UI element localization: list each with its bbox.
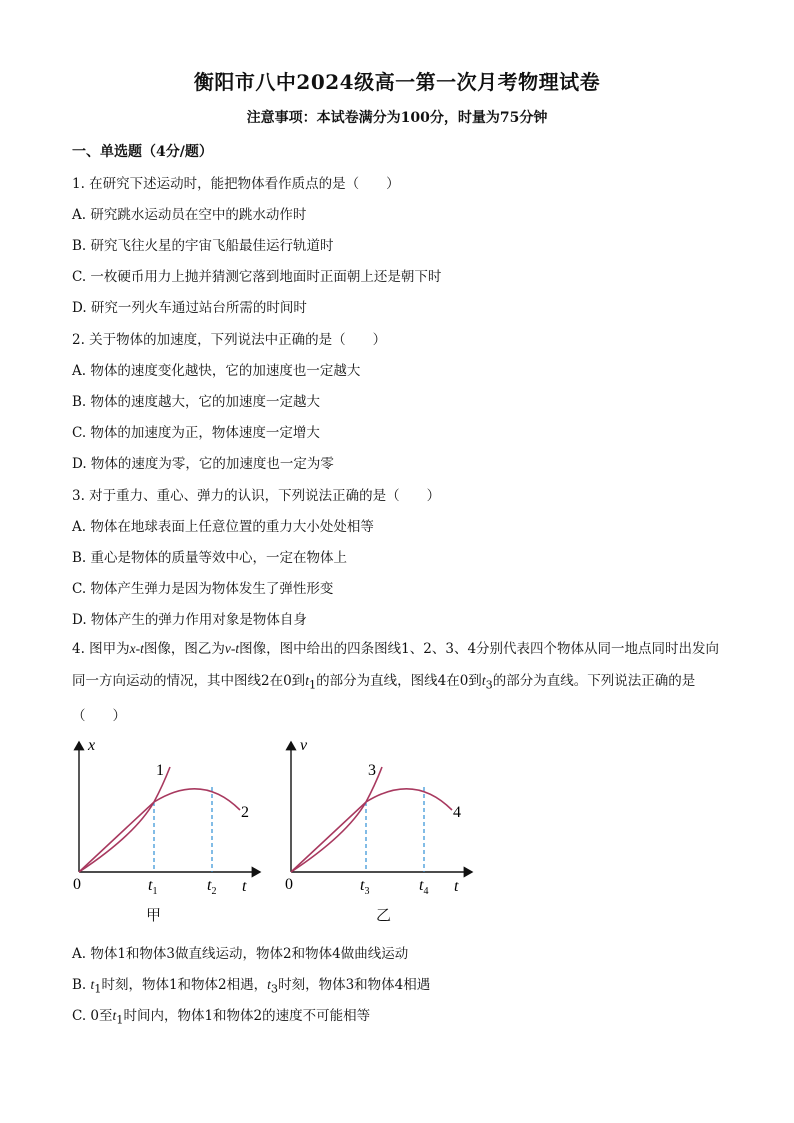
curve-1 [79, 767, 170, 872]
question-1-option-a[interactable]: A. 研究跳水运动员在空中的跳水动作时 [72, 207, 307, 223]
question-4-stem: 4. 图甲为x-t图像，图乙为v-t图像，图中给出的四条图线1、2、3、4分别代表四个物体从同一地点同时出发向同一方向运动的情况，其中图线2在0到$t_1$的部分为直线，图线4在0到$t_3$的部分为直线。下列说法正确的是（ ） [72, 641, 720, 724]
question-1-option-b[interactable]: B. 研究飞往火星的宇宙飞船最佳运行轨道时 [72, 238, 334, 254]
x-axis-label: t [242, 878, 247, 895]
question-3-option-a[interactable]: A. 物体在地球表面上任意位置的重力大小处处相等 [72, 519, 374, 535]
question-1-stem: 1. 在研究下述运动时，能把物体看作质点的是（ ） [72, 176, 400, 192]
question-4-option-c[interactable]: C. 0至$t_1$时间内，物体1和物体2的速度不可能相等 [72, 1008, 371, 1027]
curve-4-label: 4 [453, 804, 461, 821]
tick-t1-label: $t_1$ [148, 877, 158, 897]
tick-t2-label: $t_2$ [207, 877, 217, 897]
graph-caption-right: 乙 [376, 906, 392, 924]
vt-graph [272, 730, 482, 900]
question-1-option-d[interactable]: D. 研究一列火车通过站台所需的时间时 [72, 300, 307, 316]
origin-label: 0 [285, 876, 293, 893]
tick-t3-label: $t_3$ [360, 877, 370, 897]
curve-1-label: 1 [156, 762, 164, 779]
curve-4 [291, 789, 452, 872]
exam-title: 衡阳市八中2024级高一第一次月考物理试卷 [193, 70, 601, 94]
origin-label: 0 [73, 876, 81, 893]
section-heading: 一、单选题（4分/题） [72, 144, 213, 160]
question-2-option-d[interactable]: D. 物体的速度为零，它的加速度也一定为零 [72, 456, 334, 472]
x-axis-label: t [454, 878, 459, 895]
graph-caption-left: 甲 [146, 906, 162, 924]
y-axis-label: x [88, 737, 96, 754]
question-3-option-b[interactable]: B. 重心是物体的质量等效中心，一定在物体上 [72, 550, 348, 566]
question-4-option-a[interactable]: A. 物体1和物体3做直线运动，物体2和物体4做曲线运动 [72, 946, 409, 962]
question-1-option-c[interactable]: C. 一枚硬币用力上抛并猜测它落到地面时正面朝上还是朝下时 [72, 269, 442, 285]
y-axis-label: v [300, 737, 308, 754]
question-2-option-c[interactable]: C. 物体的加速度为正，物体速度一定增大 [72, 425, 320, 441]
question-2-option-a[interactable]: A. 物体的速度变化越快，它的加速度也一定越大 [72, 363, 361, 379]
exam-notice: 注意事项：本试卷满分为100分，时量为75分钟 [246, 110, 548, 126]
xt-graph [60, 730, 270, 900]
question-3-option-d[interactable]: D. 物体产生的弹力作用对象是物体自身 [72, 612, 307, 628]
curve-3 [291, 767, 382, 872]
question-3-stem: 3. 对于重力、重心、弹力的认识，下列说法正确的是（ ） [72, 488, 441, 504]
curve-2 [79, 789, 240, 872]
curve-2-label: 2 [241, 804, 249, 821]
question-2-stem: 2. 关于物体的加速度，下列说法中正确的是（ ） [72, 332, 387, 348]
question-2-option-b[interactable]: B. 物体的速度越大，它的加速度一定越大 [72, 394, 321, 410]
tick-t4-label: $t_4$ [419, 877, 429, 897]
curve-3-label: 3 [368, 762, 376, 779]
question-4-option-b[interactable]: B. $t_1$时刻，物体1和物体2相遇，$t_3$时刻，物体3和物体4相遇 [72, 977, 431, 996]
question-3-option-c[interactable]: C. 物体产生弹力是因为物体发生了弹性形变 [72, 581, 334, 597]
